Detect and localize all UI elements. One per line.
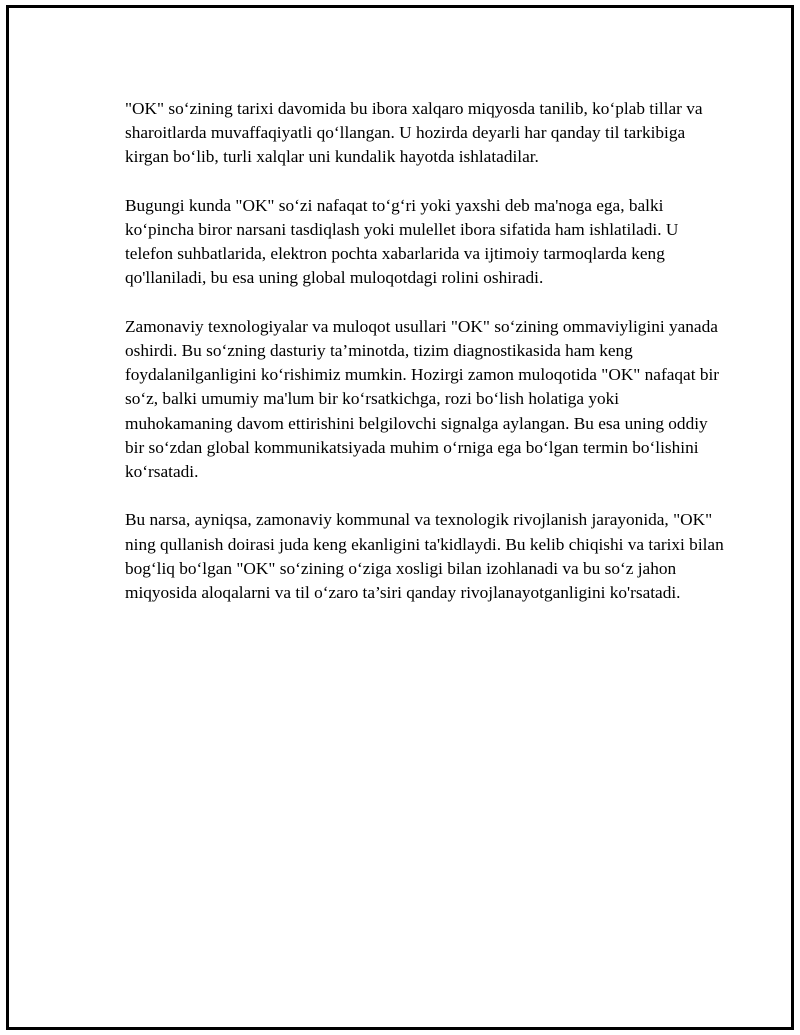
- paragraph-2: Bugungi kunda "OK" so‘zi nafaqat to‘g‘ri yoki yaxshi deb ma'noga ega, balki ko‘pincha biror narsani tasdiqlash yoki mulellet ibora sifatida ham ishlatiladi. U telefon suhbatlarida, elektron pochta xabarlarida va ijtimoiy tarmoqlarda keng qo'llaniladi, bu esa uning global muloqotdagi rolini oshiradi.: [125, 195, 679, 288]
- document-page: [6, 5, 794, 1030]
- paragraph-1: "OK" so‘zining tarixi davomida bu ibora xalqaro miqyosda tanilib, ko‘plab tillar va sharoitlarda muvaffaqiyatli qo‘llangan. U hozirda deyarli har qanday til tarkibiga kirgan bo‘lib, turli xalqlar uni kundalik hayotda ishlatadilar.: [125, 99, 703, 167]
- paragraph-4: Bu narsa, ayniqsa, zamonaviy kommunal va texnologik rivojlanish jarayonida, "OK" ning qullanish doirasi juda keng ekanligini ta'kidlaydi. Bu kelib chiqishi va tarixi bilan bog‘liq bo‘lgan "OK" so‘zining o‘ziga xosligi bilan izohlanadi va bu so‘z jahon miqyosida aloqalarni va til o‘zaro ta’siri qanday rivojlanayotganligini ko'rsatadi.: [125, 510, 724, 603]
- paragraph-3: Zamonaviy texnologiyalar va muloqot usullari "OK" so‘zining ommaviyligini yanada oshirdi. Bu so‘zning dasturiy ta’minotda, tizim diagnostikasida ham keng foydalanilganligini ko‘rishimiz mumkin. Hozirgi zamon muloqotida "OK" nafaqat bir so‘z, balki umumiy ma'lum bir ko‘rsatkichga, rozi bo‘lish holatiga yoki muhokamaning davom ettirishini belgilovchi signalga aylangan. Bu esa uning oddiy bir so‘zdan global kommunikatsiyada muhim o‘rniga ega bo‘lgan termin bo‘lishini ko‘rsatadi.: [125, 316, 720, 482]
- document-body: [125, 97, 725, 629]
